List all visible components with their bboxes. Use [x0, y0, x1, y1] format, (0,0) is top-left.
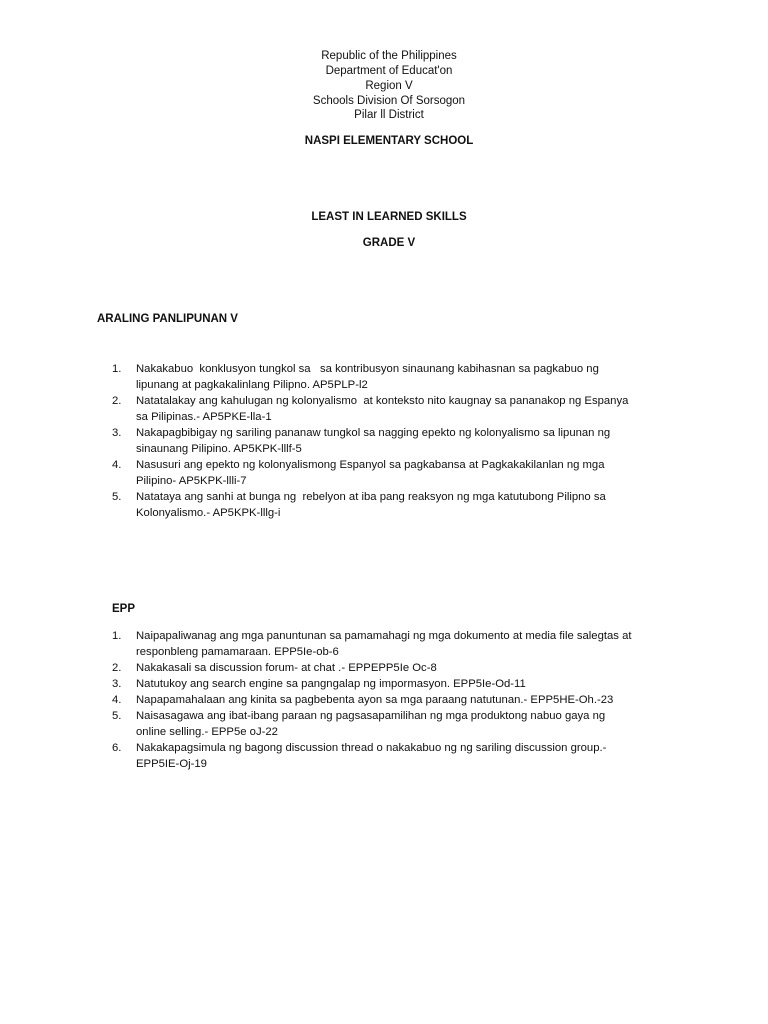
list-item [112, 676, 712, 692]
list-item [112, 361, 712, 393]
item-text-line: Kolonyalismo.- AP5KPK-lllg-i [136, 507, 281, 519]
item-text-line: sinaunang Pilipino. AP5KPK-lllf-5 [136, 443, 302, 455]
item-number: 1. [112, 630, 122, 642]
item-number: 6. [112, 742, 122, 754]
item-text-line: Nakakasali sa discussion forum- at chat .- EPPEPP5Ie Oc-8 [136, 662, 437, 674]
list-item [112, 708, 712, 740]
header-region: Region V [365, 80, 413, 92]
list-item [112, 740, 712, 772]
epp-heading: EPP [112, 603, 136, 615]
item-text-line: online selling.- EPP5e oJ-22 [136, 726, 278, 738]
school-name: NASPI ELEMENTARY SCHOOL [304, 135, 474, 147]
araling-panlipunan-heading: ARALING PANLIPUNAN V [97, 313, 238, 325]
document-title: LEAST IN LEARNED SKILLS [311, 211, 467, 223]
list-item [112, 393, 712, 425]
list-item [112, 692, 712, 708]
item-text-line: lipunang at pagkakalinlang Pilipno. AP5PLP-l2 [136, 379, 368, 391]
item-text-line: Naisasagawa ang ibat-ibang paraan ng pagsasapamilihan ng mga produktong nabuo gaya ng [136, 710, 606, 722]
header-republic: Republic of the Philippines [321, 50, 457, 62]
item-number: 5. [112, 710, 122, 722]
item-text-line: Nakapagbibigay ng sariling pananaw tungkol sa nagging epekto ng kolonyalismo sa lipunan ng [136, 427, 611, 439]
header-district: Pilar ll District [354, 109, 424, 121]
list-item [112, 457, 712, 489]
item-text-line: Natutukoy ang search engine sa pangngalap ng impormasyon. EPP5Ie-Od-11 [136, 678, 526, 690]
item-text-line: Natataya ang sanhi at bunga ng rebelyon at iba pang reaksyon ng mga katutubong Pilipno sa [136, 491, 606, 503]
item-text-line: Natatalakay ang kahulugan ng kolonyalismo at konteksto nito kaugnay sa pananakop ng Espanya [136, 395, 629, 407]
item-text-line: Napapamahalaan ang kinita sa pagbebenta ayon sa mga paraang natutunan.- EPP5HE-Oh.-23 [136, 694, 614, 706]
item-text-line: Pilipino- AP5KPK-llli-7 [136, 475, 247, 487]
item-number: 1. [112, 363, 122, 375]
item-text-line: sa Pilipinas.- AP5PKE-lla-1 [136, 411, 272, 423]
header-department: Department of Educat'on [325, 65, 453, 77]
item-number: 5. [112, 491, 122, 503]
item-text-line: Naipapaliwanag ang mga panuntunan sa pamamahagi ng mga dokumento at media file salegtas at [136, 630, 632, 642]
item-number: 3. [112, 678, 122, 690]
epp-list [112, 628, 712, 772]
item-number: 4. [112, 694, 122, 706]
list-item [112, 660, 712, 676]
list-item [112, 425, 712, 457]
item-number: 2. [112, 662, 122, 674]
item-text-line: responbleng pamamaraan. EPP5Ie-ob-6 [136, 646, 339, 658]
header-division: Schools Division Of Sorsogon [312, 95, 466, 107]
item-text-line: Nasusuri ang epekto ng kolonyalismong Espanyol sa pagkabansa at Pagkakakilanlan ng mga [136, 459, 605, 471]
item-number: 3. [112, 427, 122, 439]
list-item [112, 489, 712, 521]
item-number: 2. [112, 395, 122, 407]
grade-level: GRADE V [362, 237, 416, 249]
item-text-line: Nakakabuo konklusyon tungkol sa sa kontribusyon sinaunang kabihasnan sa pagkabuo ng [136, 363, 599, 375]
list-item [112, 628, 712, 660]
item-number: 4. [112, 459, 122, 471]
araling-panlipunan-list [112, 361, 712, 521]
item-text-line: EPP5IE-Oj-19 [136, 758, 207, 770]
item-text-line: Nakakapagsimula ng bagong discussion thread o nakakabuo ng ng sariling discussion group.- [136, 742, 607, 754]
